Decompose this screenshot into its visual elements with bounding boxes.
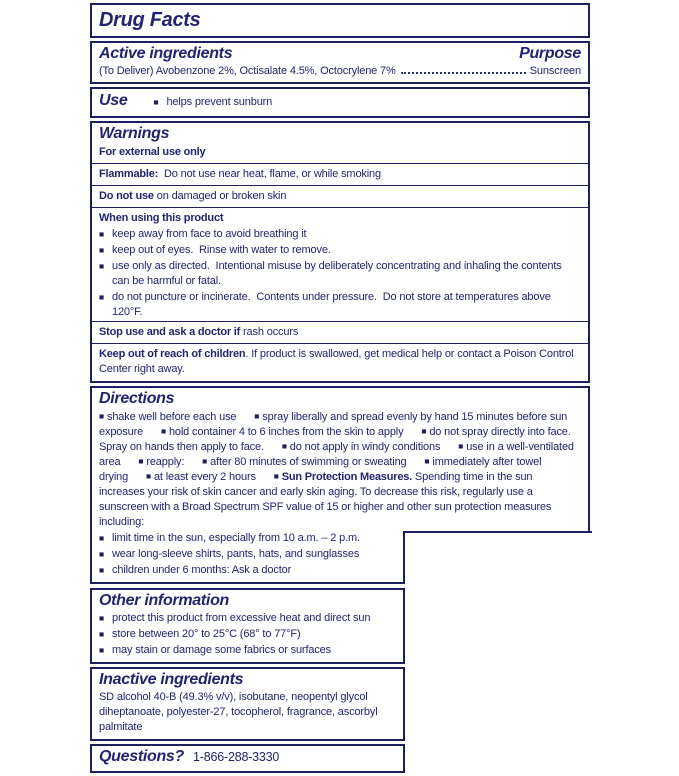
other-information-list [99,611,396,658]
list-item: ■ limit time in the sun, especially from 10 a.m. – 2 p.m. [99,532,360,544]
use-item: ■ helps prevent sunburn [153,96,273,108]
direction-item: ■ immediately after towel drying [99,456,545,483]
bullet-square-icon: ■ [273,471,279,481]
divider [92,185,588,186]
direction-item: ■ use in a well-ventilated area [99,441,577,468]
divider [92,343,588,344]
do-not-use-text: Do not use on damaged or broken skin [99,190,287,202]
bullet-square-icon: ■ [138,456,144,466]
directions-box-bottom [90,531,405,584]
list-item: ■ store between 20° to 25°C (68° to 77°F) [99,628,301,640]
directions-more-list [99,531,396,578]
bullet-square-icon: ■ [160,426,166,436]
flammable-text: Flammable: Do not use near heat, flame, or while smoking [99,168,381,180]
list-item: ■ children under 6 months: Ask a doctor [99,564,292,576]
divider [92,163,588,164]
direction-item: ■ Sun Protection Measures. Spending time in the sun increases your risk of skin cancer and early skin aging. To decrease this risk, regularly use a sunscreen with a Broad Spectrum SPF value of 15 or higher and other sun protection measures including: [99,471,555,528]
bullet-square-icon: ■ [254,411,260,421]
bullet-square-icon: ■ [202,456,208,466]
list-item: ■ keep away from face to avoid breathing it [99,228,307,240]
bullet-square-icon: ■ [99,533,104,543]
bullet-square-icon: ■ [99,245,104,255]
use-section [90,87,590,118]
use-heading: Use [99,92,128,109]
keep-out-of-reach-text: Keep out of reach of children. If product is swallowed, get medical help or contact a Poison Control Center right away. [99,348,577,375]
direction-item: ■ after 80 minutes of swimming or sweating [202,456,407,468]
divider [92,321,588,322]
list-item: ■ use only as directed. Intentional misuse by deliberately concentrating and inhaling the contents can be harmful or fatal. [99,260,565,287]
bullet-square-icon: ■ [99,613,104,623]
other-information-section [90,588,405,664]
list-item: ■ wear long-sleeve shirts, pants, hats, and sunglasses [99,548,360,560]
box-step-border [405,531,592,533]
direction-item: ■ at least every 2 hours [145,471,256,483]
when-using-list [99,227,581,320]
divider [92,207,588,208]
drug-facts-panel [90,3,590,776]
bullet-square-icon: ■ [153,97,159,107]
bullet-square-icon: ■ [421,426,427,436]
direction-item: ■ spray liberally and spread evenly by hand 15 minutes before sun exposure [99,411,571,438]
direction-item: ■ do not spray directly into face. Spray on hands then apply to face. [99,426,574,453]
dotted-leader [401,72,526,74]
active-ingredients-text: (To Deliver) Avobenzone 2%, Octisalate 4.5%, Octocrylene 7% [99,65,396,77]
title-section [90,3,590,38]
direction-item: ■ hold container 4 to 6 inches from the skin to apply [160,426,404,438]
warnings-section [90,121,590,383]
bullet-square-icon: ■ [99,629,104,639]
bullet-square-icon: ■ [424,456,430,466]
bullet-square-icon: ■ [458,441,464,451]
direction-item: ■ do not apply in windy conditions [281,441,441,453]
list-item: ■ keep out of eyes. Rinse with water to remove. [99,244,331,256]
bullet-square-icon: ■ [99,292,104,302]
directions-box-top [90,386,590,531]
when-using-heading: When using this product [99,212,224,224]
purpose-heading: Purpose [519,45,581,62]
inactive-ingredients-text: SD alcohol 40-B (49.3% v/v), isobutane, neopentyl glycol diheptanoate, polyester-27, tocopherol, fragrance, ascorbyl palmitate [99,691,381,733]
active-ingredients-heading: Active ingredients [99,45,233,62]
bullet-square-icon: ■ [99,261,104,271]
directions-flow-text [99,410,581,530]
bullet-square-icon: ■ [99,229,104,239]
list-item: ■ protect this product from excessive heat and direct sun [99,612,371,624]
stop-use-text: Stop use and ask a doctor if rash occurs [99,326,299,338]
purpose-value: Sunscreen [529,65,581,77]
directions-section [90,386,590,584]
direction-item: ■ reapply: [138,456,185,468]
bullet-square-icon: ■ [145,471,151,481]
other-information-heading: Other information [99,592,230,609]
inactive-ingredients-heading: Inactive ingredients [99,671,244,688]
warnings-heading: Warnings [99,125,170,142]
questions-phone-number: 1-866-288-3330 [193,750,280,764]
bullet-square-icon: ■ [99,411,104,421]
bullet-square-icon: ■ [99,565,104,575]
questions-heading: Questions? [99,748,185,765]
external-use-text: For external use only [99,146,206,158]
direction-item: ■ shake well before each use [99,411,237,423]
list-item: ■ may stain or damage some fabrics or surfaces [99,644,331,656]
bullet-square-icon: ■ [99,645,104,655]
active-ingredients-section [90,41,590,84]
questions-section [90,744,405,773]
list-item: ■ do not puncture or incinerate. Contents under pressure. Do not store at temperatures above 120°F. [99,291,554,318]
bullet-square-icon: ■ [281,441,287,451]
directions-heading: Directions [99,390,175,407]
inactive-ingredients-section [90,667,405,741]
drug-facts-title: Drug Facts [99,9,201,31]
bullet-square-icon: ■ [99,549,104,559]
